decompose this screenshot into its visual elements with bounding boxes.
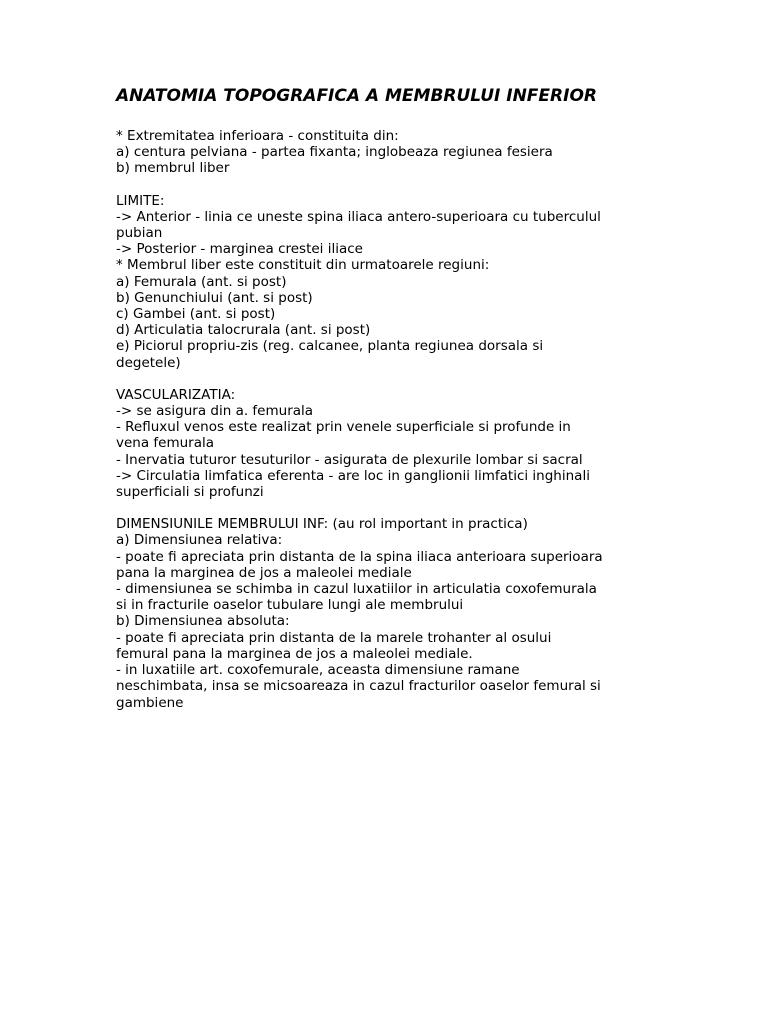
- text-line: si in fracturile oaselor tubulare lungi ale membrului: [116, 597, 464, 614]
- text-line: -> Circulatia limfatica eferenta - are loc in ganglionii limfatici inghinali: [116, 467, 590, 484]
- text-line: b) membrul liber: [116, 160, 230, 177]
- text-line: vena femurala: [116, 435, 215, 452]
- text-line: pana la marginea de jos a maleolei mediale: [116, 564, 412, 581]
- text-line: * Extremitatea inferioara - constituita din:: [116, 128, 399, 144]
- text-line: -> se asigura din a. femurala: [116, 403, 314, 420]
- text-line: - dimensiunea se schimba in cazul luxatiilor in articulatia coxofemurala: [116, 581, 597, 598]
- text-line: -> Anterior - linia ce uneste spina iliaca antero-superioara cu tuberculul: [116, 208, 601, 225]
- text-line: superficiali si profunzi: [116, 484, 264, 501]
- text-line: femural pana la marginea de jos a maleolei mediale.: [116, 645, 473, 662]
- section-heading: VASCULARIZATIA:: [116, 386, 236, 403]
- section-intro: [116, 128, 636, 177]
- text-line: c) Gambei (ant. si post): [116, 306, 276, 323]
- text-line: - Inervatia tuturor tesuturilor - asigurata de plexurile lombar si sacral: [116, 451, 583, 468]
- text-line: - poate fi apreciata prin distanta de la spina iliaca anterioara superioara: [116, 548, 603, 565]
- text-line: neschimbata, insa se micsoareaza in cazul fracturilor oaselor femural si: [116, 678, 601, 695]
- text-line: gambiene: [116, 694, 184, 711]
- text-line: degetele): [116, 354, 181, 371]
- text-line: pubian: [116, 225, 163, 242]
- section-heading: LIMITE:: [116, 192, 165, 209]
- text-line: a) Femurala (ant. si post): [116, 273, 287, 290]
- section-dimensiunile: [116, 516, 636, 710]
- document-title: ANATOMIA TOPOGRAFICA A MEMBRULUI INFERIOR: [116, 86, 597, 106]
- text-line: a) Dimensiunea relativa:: [116, 532, 283, 549]
- section-vascularizatia: [116, 387, 636, 500]
- section-heading: DIMENSIUNILE MEMBRULUI INF: (au rol important in practica): [116, 516, 528, 533]
- text-line: -> Posterior - marginea crestei iliace: [116, 241, 363, 258]
- text-line: b) Dimensiunea absoluta:: [116, 613, 290, 630]
- text-line: e) Piciorul propriu-zis (reg. calcanee, planta regiunea dorsala si: [116, 338, 544, 355]
- text-line: - poate fi apreciata prin distanta de la marele trohanter al osului: [116, 629, 552, 646]
- text-line: b) Genunchiului (ant. si post): [116, 289, 313, 306]
- text-line: d) Articulatia talocrurala (ant. si post): [116, 322, 371, 339]
- text-line: * Membrul liber este constituit din urmatoarele regiuni:: [116, 257, 490, 274]
- text-line: - in luxatiile art. coxofemurale, aceasta dimensiune ramane: [116, 662, 520, 679]
- text-line: a) centura pelviana - partea fixanta; inglobeaza regiunea fesiera: [116, 144, 553, 161]
- section-limite: [116, 193, 636, 371]
- text-line: - Refluxul venos este realizat prin venele superficiale si profunde in: [116, 419, 571, 436]
- document-page: [116, 84, 636, 727]
